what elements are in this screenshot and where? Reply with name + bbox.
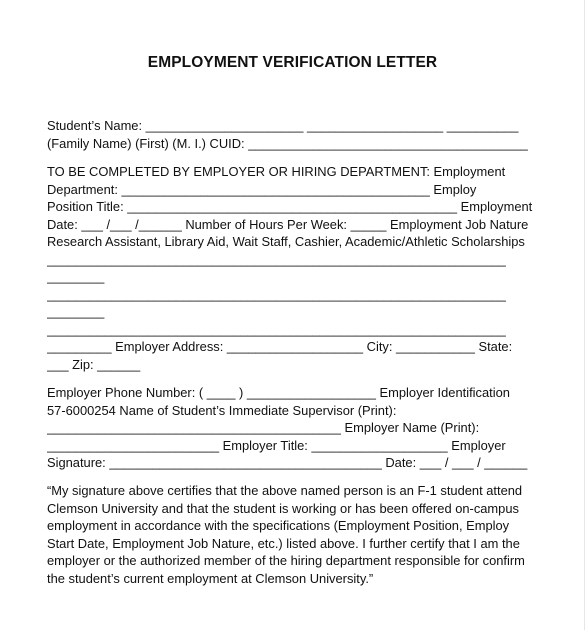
certification-line: Clemson University and that the student is working or has been offered on-campus (47, 500, 519, 516)
student-name-line: Student’s Name: ______________________ ___________________ __________ (47, 118, 519, 133)
blank-line-short: ________ (47, 269, 105, 284)
blank-line: ________________________________________________________________ (47, 321, 506, 337)
certification-line: “My signature above certifies that the above named person is an F-1 student attend (47, 483, 523, 498)
blank-line: ________________________________________________________________ (47, 286, 506, 302)
zip-line: ___ Zip: ______ (47, 356, 141, 372)
blank-line-short: ________ (47, 304, 105, 319)
employer-title-line: ________________________ Employer Title: ___________________ Employer (47, 437, 506, 453)
certification-line: the student’s current employment at Clemson University.” (47, 570, 374, 586)
document-title: EMPLOYMENT VERIFICATION LETTER (147, 54, 438, 71)
date-hours-line: Date: ___ /___ /______ Number of Hours Per Week: _____ Employment Job Nature (47, 216, 529, 232)
contact-section (47, 384, 547, 472)
certification-line: Start Date, Employment Job Nature, etc.) listed above. I further certify that I am the (47, 535, 520, 551)
employer-heading-line: TO BE COMPLETED BY EMPLOYER OR HIRING DEPARTMENT: Employment (47, 164, 506, 179)
blank-line: ________________________________________________________________ (47, 251, 506, 267)
job-nature-line: Research Assistant, Library Aid, Wait Staff, Cashier, Academic/Athletic Scholarships (47, 234, 525, 249)
department-line: Department: ___________________________________________ Employ (47, 181, 477, 197)
employer-address-line: _________ Employer Address: ___________________ City: ___________ State: (47, 339, 513, 354)
employer-name-line: _________________________________________ Employer Name (Print): (47, 420, 480, 435)
supervisor-line: 57-6000254 Name of Student’s Immediate Supervisor (Print): (47, 402, 397, 418)
certification-line: employer or the authorized member of the hiring department responsible for confirm (47, 553, 525, 568)
student-info-section (47, 117, 547, 152)
position-title-line: Position Title: ______________________________________________ Employment (47, 199, 533, 214)
certification-statement (47, 482, 547, 587)
certification-line: employment in accordance with the specifications (Employment Position, Employ (47, 518, 510, 533)
employer-section (47, 163, 547, 373)
student-cuid-line: (Family Name) (First) (M. I.) CUID: _______________________________________ (47, 135, 528, 151)
signature-line: Signature: ______________________________________ Date: ___ / ___ / ______ (47, 455, 528, 470)
phone-line: Employer Phone Number: ( ____ ) __________________ Employer Identification (47, 385, 510, 400)
